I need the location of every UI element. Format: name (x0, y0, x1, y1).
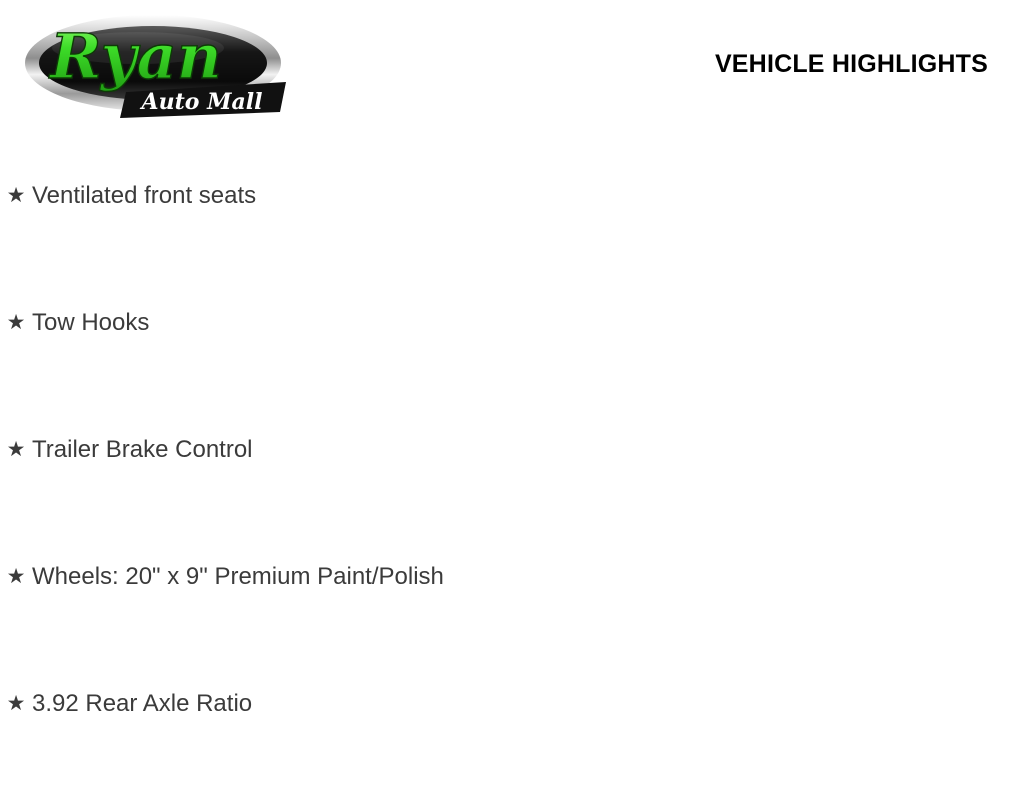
svg-text:Ryan: Ryan (50, 20, 222, 93)
highlights-list (0, 150, 1024, 785)
list-item (0, 404, 1024, 531)
highlight-label: Trailer Brake Control (32, 436, 253, 463)
highlight-label: Ventilated front seats (32, 182, 257, 209)
highlight-label: Wheels: 20" x 9" Premium Paint/Polish (32, 563, 444, 590)
highlight-label: Tow Hooks (32, 309, 150, 336)
highlight-label: 3.92 Rear Axle Ratio (32, 690, 253, 717)
star-icon: ★ (6, 692, 26, 715)
list-item (0, 150, 1024, 277)
svg-text:Auto Mall: Auto Mall (141, 89, 263, 115)
list-item (0, 531, 1024, 658)
list-item (0, 658, 1024, 785)
star-icon: ★ (6, 565, 26, 588)
page-header (0, 0, 1024, 140)
star-icon: ★ (6, 438, 26, 461)
star-icon: ★ (6, 311, 26, 334)
ryan-auto-mall-logo (18, 8, 288, 126)
star-icon: ★ (6, 184, 26, 207)
list-item (0, 277, 1024, 404)
page-title: VEHICLE HIGHLIGHTS (714, 50, 988, 78)
